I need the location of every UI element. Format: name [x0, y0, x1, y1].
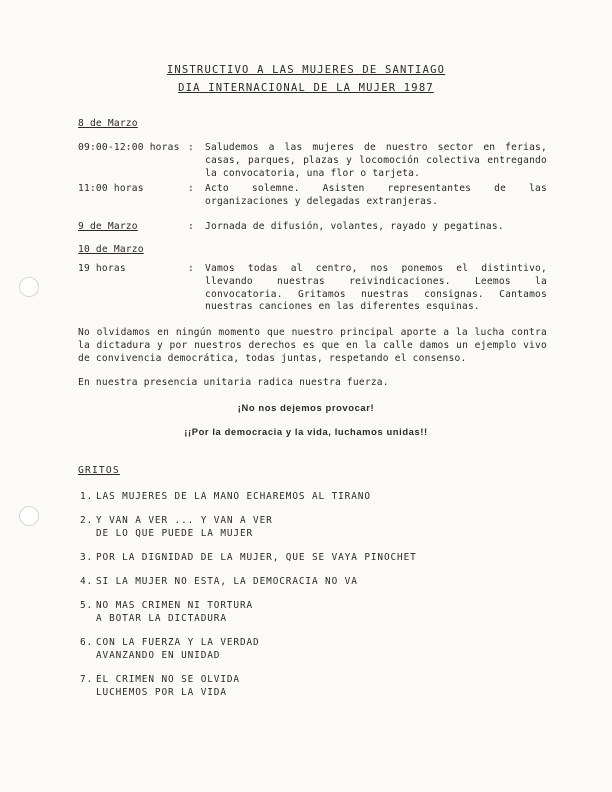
document-title: INSTRUCTIVO A LAS MUJERES DE SANTIAGO — [166, 64, 446, 76]
punch-hole — [19, 277, 39, 297]
grito-line: LAS MUJERES DE LA MANO ECHAREMOS AL TIRANO — [96, 491, 371, 502]
schedule-description: Acto solemne. Asisten representantes de las organizaciones y delegadas extranjeras. — [205, 183, 547, 207]
grito-number: 1. — [80, 491, 94, 502]
grito-line: SI LA MUJER NO ESTA, LA DEMOCRACIA NO VA — [96, 576, 358, 587]
grito-number: 7. — [80, 674, 94, 685]
schedule-time: 19 horas — [78, 263, 126, 274]
schedule-description: Saludemos a las mujeres de nuestro sector en ferias, casas, parques, plazas y locomoción colectiva entregando la convocatoria, una flor o tarjeta. — [205, 142, 547, 179]
document-subtitle: DIA INTERNACIONAL DE LA MUJER 1987 — [178, 82, 434, 94]
schedule-separator: : — [188, 142, 194, 153]
slogan: ¡¡Por la democracia y la vida, luchamos unidas!! — [184, 426, 428, 437]
grito-line: DE LO QUE PUEDE LA MUJER — [96, 528, 254, 539]
grito-line: NO MAS CRIMEN NI TORTURA — [96, 600, 254, 611]
gritos-heading: GRITOS — [78, 465, 120, 476]
grito-line: Y VAN A VER ... Y VAN A VER — [96, 515, 273, 526]
grito-line: A BOTAR LA DICTADURA — [96, 613, 227, 624]
grito-line: EL CRIMEN NO SE OLVIDA — [96, 674, 240, 685]
schedule-separator: : — [188, 183, 194, 194]
grito-number: 5. — [80, 600, 94, 611]
grito-line: LUCHEMOS POR LA VIDA — [96, 687, 227, 698]
schedule-description: Jornada de difusión, volantes, rayado y pegatinas. — [205, 221, 504, 232]
date-heading: 8 de Marzo — [78, 118, 138, 129]
date-heading: 9 de Marzo — [78, 221, 138, 232]
grito-number: 4. — [80, 576, 94, 587]
slogan: ¡No nos dejemos provocar! — [237, 402, 375, 413]
schedule-time: 11:00 horas — [78, 183, 144, 194]
schedule-separator: : — [188, 263, 194, 274]
date-heading: 10 de Marzo — [78, 244, 144, 255]
grito-number: 3. — [80, 552, 94, 563]
grito-line: POR LA DIGNIDAD DE LA MUJER, QUE SE VAYA PINOCHET — [96, 552, 417, 563]
punch-hole — [19, 506, 39, 526]
schedule-time: 09:00-12:00 horas — [78, 142, 180, 153]
schedule-description: Vamos todas al centro, nos ponemos el distintivo, llevando nuestras reivindicaciones. Leemos la convocatoria. Gritamos nuestras consignas. Cantamos nuestras canciones en las diferentes esquinas. — [205, 263, 547, 313]
grito-number: 6. — [80, 637, 94, 648]
schedule-separator: : — [188, 221, 194, 232]
grito-line: CON LA FUERZA Y LA VERDAD — [96, 637, 260, 648]
body-paragraph: En nuestra presencia unitaria radica nuestra fuerza. — [78, 377, 389, 388]
body-paragraph: No olvidamos en ningún momento que nuestro principal aporte a la lucha contra la dictadura y por nuestros derechos es que en la calle damos un ejemplo vivo de convivencia democrática, todas juntas, respetando el consenso. — [78, 327, 547, 364]
grito-number: 2. — [80, 515, 94, 526]
grito-line: AVANZANDO EN UNIDAD — [96, 650, 221, 661]
